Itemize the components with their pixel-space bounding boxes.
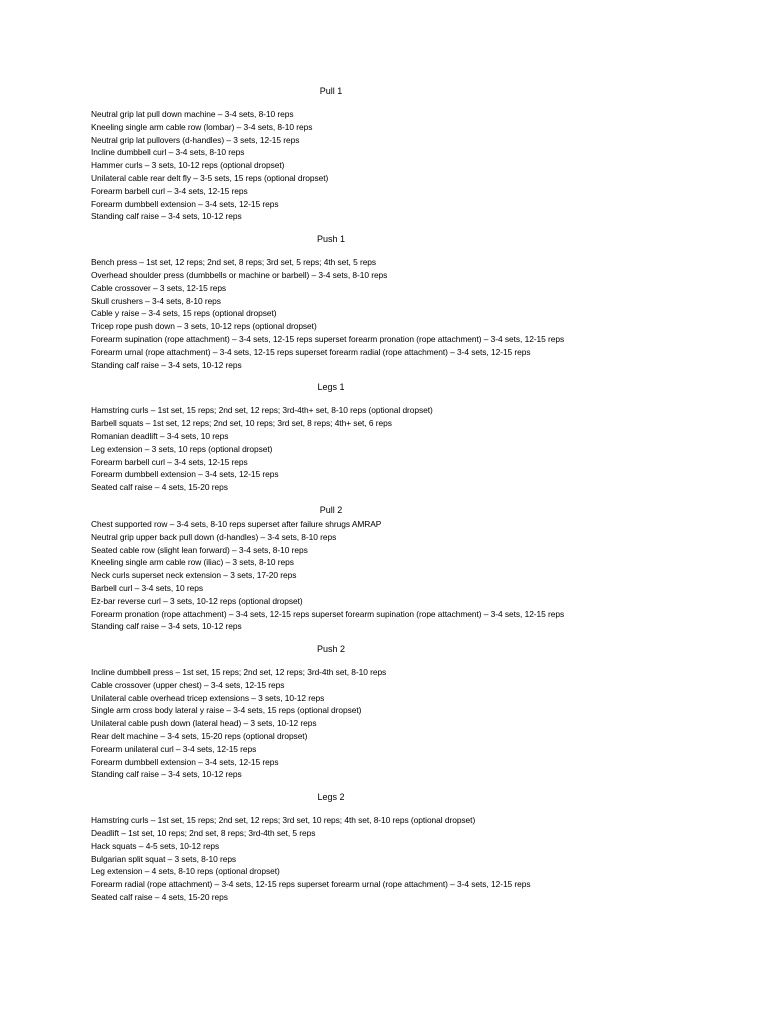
exercise-item: Forearm barbell curl – 3-4 sets, 12-15 reps bbox=[91, 456, 248, 467]
section-heading: Push 2 bbox=[316, 644, 346, 655]
exercise-item: Kneeling single arm cable row (lombar) – 3-4 sets, 8-10 reps bbox=[91, 121, 313, 132]
exercise-item: Hamstring curls – 1st set, 15 reps; 2nd set, 12 reps; 3rd set, 10 reps; 4th set, 8-10 reps (optional dropset) bbox=[91, 815, 476, 826]
exercise-item: Seated calf raise – 4 sets, 15-20 reps bbox=[91, 482, 228, 493]
section-push-1 bbox=[91, 233, 651, 371]
exercise-list bbox=[91, 666, 651, 781]
exercise-list bbox=[91, 404, 651, 494]
exercise-item: Incline dumbbell press – 1st set, 15 reps; 2nd set, 12 reps; 3rd-4th set, 8-10 reps bbox=[91, 667, 387, 678]
exercise-item: Unilateral cable rear delt fly – 3-5 sets, 15 reps (optional dropset) bbox=[91, 172, 329, 183]
exercise-list bbox=[91, 518, 651, 633]
exercise-item: Neutral grip upper back pull down (d-handles) – 3-4 sets, 8-10 reps bbox=[91, 531, 337, 542]
section-pull-1 bbox=[91, 85, 651, 223]
exercise-item: Cable crossover (upper chest) – 3-4 sets, 12-15 reps bbox=[91, 679, 285, 690]
exercise-item: Forearm barbell curl – 3-4 sets, 12-15 reps bbox=[91, 185, 248, 196]
exercise-item: Unilateral cable push down (lateral head) – 3 sets, 10-12 reps bbox=[91, 718, 317, 729]
exercise-item: Skull crushers – 3-4 sets, 8-10 reps bbox=[91, 295, 221, 306]
section-pull-2 bbox=[91, 504, 651, 633]
exercise-item: Standing calf raise – 3-4 sets, 10-12 reps bbox=[91, 359, 242, 370]
exercise-item: Seated cable row (slight lean forward) – 3-4 sets, 8-10 reps bbox=[91, 544, 308, 555]
exercise-item: Ez-bar reverse curl – 3 sets, 10-12 reps (optional dropset) bbox=[91, 595, 303, 606]
exercise-item: Standing calf raise – 3-4 sets, 10-12 reps bbox=[91, 621, 242, 632]
exercise-item: Single arm cross body lateral y raise – 3-4 sets, 15 reps (optional dropset) bbox=[91, 705, 362, 716]
exercise-item: Standing calf raise – 3-4 sets, 10-12 reps bbox=[91, 211, 242, 222]
exercise-item: Overhead shoulder press (dumbbells or machine or barbell) – 3-4 sets, 8-10 reps bbox=[91, 269, 388, 280]
exercise-item: Barbell curl – 3-4 sets, 10 reps bbox=[91, 582, 203, 593]
exercise-item: Kneeling single arm cable row (iliac) – 3 sets, 8-10 reps bbox=[91, 557, 294, 568]
exercise-item: Romanian deadlift – 3-4 sets, 10 reps bbox=[91, 430, 229, 441]
exercise-item: Bulgarian split squat – 3 sets, 8-10 reps bbox=[91, 853, 237, 864]
section-heading: Legs 1 bbox=[317, 382, 345, 393]
exercise-item: Forearm urnal (rope attachment) – 3-4 sets, 12-15 reps superset forearm radial (rope attachment) – 3-4 sets, 12-15 reps bbox=[91, 346, 531, 357]
exercise-item: Seated calf raise – 4 sets, 15-20 reps bbox=[91, 892, 228, 903]
exercise-item: Deadlift – 1st set, 10 reps; 2nd set, 8 reps; 3rd-4th set, 5 reps bbox=[91, 828, 316, 839]
exercise-item: Forearm unilateral curl – 3-4 sets, 12-15 reps bbox=[91, 743, 257, 754]
section-heading: Push 1 bbox=[316, 234, 346, 245]
exercise-item: Neutral grip lat pull down machine – 3-4 sets, 8-10 reps bbox=[91, 109, 294, 119]
exercise-item: Leg extension – 3 sets, 10 reps (optional dropset) bbox=[91, 443, 273, 454]
exercise-item: Forearm pronation (rope attachment) – 3-4 sets, 12-15 reps superset forearm supination (rope attachment) – 3-4 sets, 12-15 reps bbox=[91, 608, 565, 619]
exercise-item: Hamstring curls – 1st set, 15 reps; 2nd set, 12 reps; 3rd-4th+ set, 8-10 reps (optional dropset) bbox=[91, 405, 433, 416]
section-heading: Legs 2 bbox=[317, 792, 345, 803]
exercise-item: Cable crossover – 3 sets, 12-15 reps bbox=[91, 282, 227, 293]
section-heading: Pull 1 bbox=[319, 86, 343, 96]
exercise-item: Barbell squats – 1st set, 12 reps; 2nd set, 10 reps; 3rd set, 8 reps; 4th+ set, 6 reps bbox=[91, 418, 392, 429]
exercise-item: Forearm dumbbell extension – 3-4 sets, 12-15 reps bbox=[91, 469, 279, 480]
exercise-list bbox=[91, 256, 651, 371]
exercise-item: Forearm dumbbell extension – 3-4 sets, 12-15 reps bbox=[91, 756, 279, 767]
exercise-item: Incline dumbbell curl – 3-4 sets, 8-10 reps bbox=[91, 147, 245, 158]
exercise-item: Tricep rope push down – 3 sets, 10-12 reps (optional dropset) bbox=[91, 321, 317, 332]
workout-document bbox=[91, 85, 651, 914]
exercise-item: Neck curls superset neck extension – 3 sets, 17-20 reps bbox=[91, 570, 297, 581]
exercise-item: Forearm radial (rope attachment) – 3-4 sets, 12-15 reps superset forearm urnal (rope attachment) – 3-4 sets, 12-15 reps bbox=[91, 879, 531, 890]
exercise-item: Bench press – 1st set, 12 reps; 2nd set, 8 reps; 3rd set, 5 reps; 4th set, 5 reps bbox=[91, 257, 377, 268]
exercise-item: Standing calf raise – 3-4 sets, 10-12 reps bbox=[91, 769, 242, 780]
exercise-item: Rear delt machine – 3-4 sets, 15-20 reps (optional dropset) bbox=[91, 731, 308, 742]
exercise-item: Hack squats – 4-5 sets, 10-12 reps bbox=[91, 840, 220, 851]
section-heading: Pull 2 bbox=[319, 504, 343, 515]
section-legs-1 bbox=[91, 381, 651, 494]
section-push-2 bbox=[91, 643, 651, 781]
exercise-item: Forearm supination (rope attachment) – 3-4 sets, 12-15 reps superset forearm pronation (rope attachment) – 3-4 sets, 12-15 reps bbox=[91, 333, 565, 344]
exercise-item: Cable y raise – 3-4 sets, 15 reps (optional dropset) bbox=[91, 308, 277, 319]
section-legs-2 bbox=[91, 791, 651, 904]
exercise-list bbox=[91, 814, 651, 904]
exercise-item: Forearm dumbbell extension – 3-4 sets, 12-15 reps bbox=[91, 198, 279, 209]
exercise-item: Hammer curls – 3 sets, 10-12 reps (optional dropset) bbox=[91, 160, 285, 171]
exercise-item: Unilateral cable overhead tricep extensions – 3 sets, 10-12 reps bbox=[91, 692, 325, 703]
exercise-item: Chest supported row – 3-4 sets, 8-10 reps superset after failure shrugs AMRAP bbox=[91, 518, 382, 529]
exercise-list bbox=[91, 108, 651, 223]
exercise-item: Leg extension – 4 sets, 8-10 reps (optional dropset) bbox=[91, 866, 280, 877]
exercise-item: Neutral grip lat pullovers (d-handles) – 3 sets, 12-15 reps bbox=[91, 134, 300, 145]
